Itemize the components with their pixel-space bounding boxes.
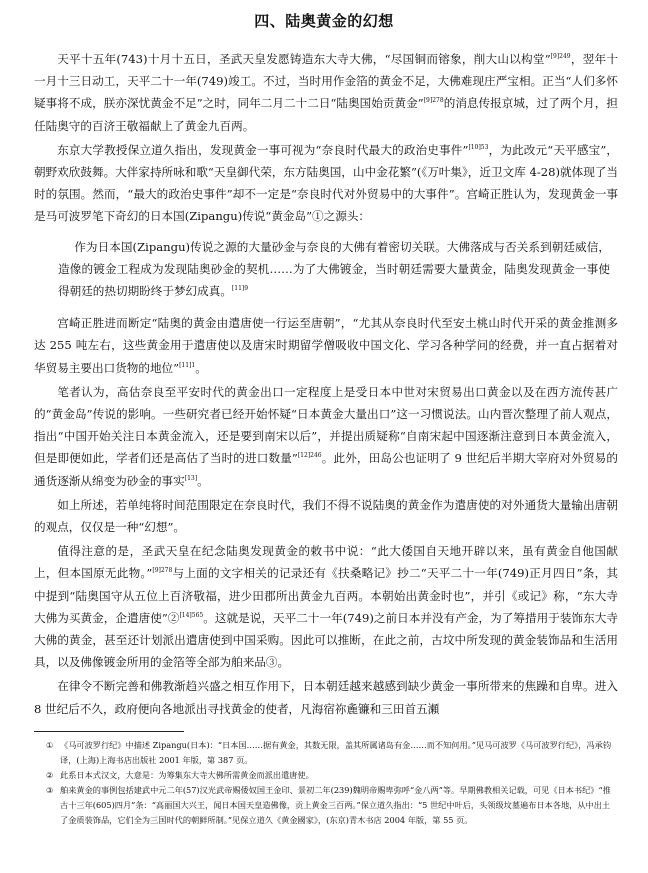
main-text: [34, 48, 618, 722]
text-run: 如上所述，若单纯将时间范围限定在奈良时代，我们不得不说陆奥的黄金作为遣唐使的对外通货大量输出唐朝的观点，仅仅是一种“幻想”。: [34, 497, 618, 535]
footnote-text: 《马可波罗行纪》中描述 Zipangu(日本)：“日本国……据有黄金，其数无限，盖其所属诸岛有金……而不知何用。”见马可波罗《马可波罗行纪》，冯承钧译，(上海)上海书店出版社 2001 年版，第 387 页。: [60, 740, 612, 765]
footnote-mark: ②: [46, 770, 54, 780]
paragraph: [34, 675, 618, 719]
citation-ref: [9]249: [550, 53, 571, 60]
text-run: ，翌年十一月十三日动工，天平二十一年(749)竣工。不过，当时用作金箔的黄金不足，大佛难现庄严宝相。正当“人们多怀疑事将不成，朕亦深忧黄金不足”之时，同年二月二十二日“陆奥国始贡黄金”: [34, 52, 618, 111]
footnotes: [46, 738, 612, 828]
citation-ref: [14]565: [179, 611, 204, 619]
citation-ref: [11]9: [231, 285, 249, 293]
text-run: 。这就是说，天平二十一年(749)之前日本并没有产金，为了筹措用于装饰东大寺大佛的黄金，甚至还计划派出遣唐使到中国采购。因此可以推断，在此之前，古坟中所发现的黄金装饰品和生活用具，以及佛像镀金所用的金箔等全部为舶来品③。: [34, 610, 618, 670]
citation-ref: [11]1: [179, 361, 196, 369]
text-run: 值得注意的是，圣武天皇在纪念陆奥发现黄金的敕书中说：“此大倭国自天地开辟以来，虽有黄金自他国献上，但本国原无此物。”: [34, 544, 618, 581]
text-run: 在律令不断完善和佛教渐趋兴盛之相互作用下，日本朝廷越来越感到缺少黄金一事所带来的焦躁和自卑。进入 8 世纪后不久，政府便向各地派出寻找黄金的使者，凡海宿祢麁镰和三田首五瀬: [34, 679, 618, 716]
paragraph: [34, 312, 618, 379]
paragraph: [34, 139, 618, 228]
text-run: 的消息传报京城，过了两个月，担任陆奥守的百济王敬福献上了黄金九百两。: [34, 96, 618, 133]
citation-ref: [9]278: [152, 567, 173, 575]
text-run: 天平十五年(743)十月十五日，圣武天皇发愿铸造东大寺大佛，“尽国铜而镕象，削大山以构堂”: [57, 52, 551, 66]
text-run: 。: [197, 473, 209, 488]
footnote: [46, 738, 612, 768]
citation-ref: [10]53: [468, 143, 489, 151]
footnote-text: 此系日本式汉文，大意是：为筹集东大寺大佛所需黄金而派出遣唐使。: [60, 770, 314, 780]
footnote: [46, 783, 612, 828]
block-quote: [58, 236, 610, 303]
citation-ref: [9]278: [423, 97, 444, 105]
text-run: 东京大学教授保立道久指出，发现黄金一事可视为“奈良时代最大的政治史事件”: [57, 142, 469, 157]
citation-ref: [13]: [184, 474, 198, 482]
paragraph: [34, 381, 618, 492]
text-run: 。此外，田岛公也证明了 9 世纪后半期大宰府对外贸易的通货逐渐从绵变为砂金的事实: [34, 451, 618, 488]
text-run: 与上面的文字相关的记录还有《扶桑略记》抄二“天平二十一年(749)正月四日”条，其中提到“陆奥国守从五位上百济敬福，进少田郡所出黄金九百两。本朝始出黄金时也”，并引《或记》称，“东大寺大佛为买黄金，企遣唐使”②: [34, 566, 618, 625]
text-run: 。: [195, 360, 207, 375]
citation-ref: [12]246: [297, 452, 322, 460]
text-run: 笔者认为，高估奈良至平安时代的黄金出口一定程度上是受日本中世对宋贸易出口黄金以及在西方流传甚广的“黄金岛”传说的影响。一些研究者已经开始怀疑“日本黄金大量出口”这一习惯说法。山内晋次整理了前人观点，指出“中国开始关注日本黄金流入，还是要到南宋以后”，并提出质疑称“自南宋起中国逐渐注意到日本黄金流入，但是即便如此，学者们还是高估了当时的进口数量”: [34, 384, 618, 466]
footnote-text: 舶来黄金的事例包括建武中元二年(57)汉光武帝赐倭奴国王金印、景初二年(239)魏明帝赐卑弥呼“金八两”等。早期佛教相关记载，可见《日本书纪》“推古十三年(605)四月”条：“高丽国大兴王，闻日本国天皇造佛像，贡上黄金三百两。”保立道久指出：“5 世纪中叶后，头领级坟墓遍布日本各地，从中出土了金质装饰品，它们全为三国时代的朝鲜所制。”见保立道久《黄金國家》，(东京)青木书店 2004 年版，第 55 页。: [60, 785, 611, 825]
footnote: [46, 768, 612, 783]
section-title: 四、陆奥黄金的幻想: [254, 12, 394, 30]
text-run: 作为日本国(Zipangu)传说之源的大量砂金与奈良的大佛有着密切关联。大佛落成与否关系到朝廷威信，造像的镀金工程成为发现陆奥砂金的契机……为了大佛镀金，当时朝廷需要大量黄金，陆奥发现黄金一事使得朝廷的热切期盼终于梦幻成真。: [58, 239, 610, 299]
text-run: 宫崎正胜进而断定“陆奥的黄金由遣唐使一行运至唐朝”，“尤其从奈良时代至安土桃山时代开采的黄金推测多达 255 吨左右，这些黄金用于遣唐使以及唐宋时期留学僧吸收中国文化、学习各种学问的经费，并一直占据着对华贸易主要出口货物的地位”: [34, 316, 618, 375]
paragraph: [34, 540, 618, 673]
footnote-separator: [34, 731, 184, 732]
footnote-mark: ③: [46, 785, 54, 795]
footnote-mark: ①: [46, 740, 54, 750]
text-run: ，为此改元“天平感宝”，朝野欢欣鼓舞。大伴家持所咏和歌“天皇御代荣，东方陆奥国，山中金花繁”(《万叶集》，近卫文库 4-28)就体现了当时的氛围。然而，“最大的政治史事件”却不一定是“奈良时代对外贸易中的大事件”。宫崎正胜认为，发现黄金一事是马可波罗笔下奇幻的日本国(Zipangu)传说“黄金岛”①之源头：: [34, 142, 619, 224]
paragraph: [34, 48, 618, 137]
paragraph: [34, 494, 618, 538]
